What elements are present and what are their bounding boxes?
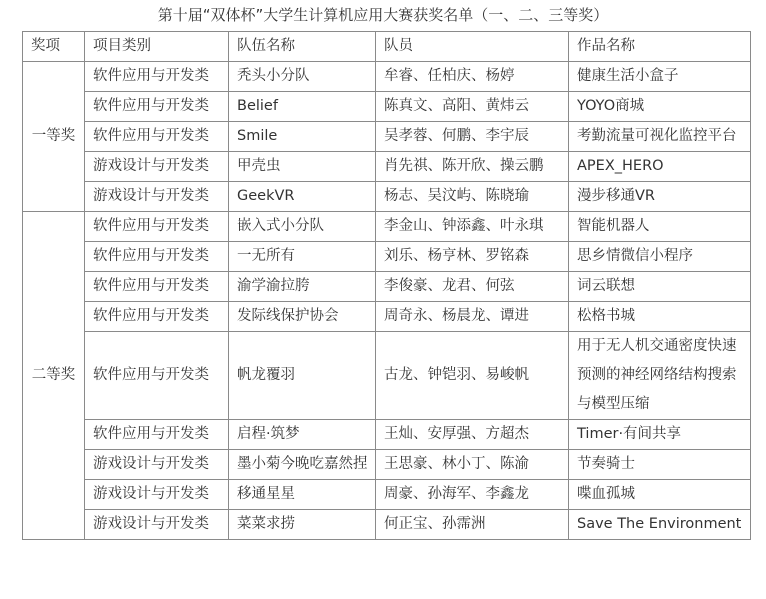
work-cell: 智能机器人	[569, 212, 751, 242]
category-cell: 游戏设计与开发类	[85, 152, 229, 182]
category-cell: 软件应用与开发类	[85, 332, 229, 420]
members-cell: 何正宝、孙霈洲	[376, 510, 569, 540]
work-cell: 词云联想	[569, 272, 751, 302]
members-cell: 周奇永、杨晨龙、谭进	[376, 302, 569, 332]
members-cell: 肖先祺、陈开欣、操云鹏	[376, 152, 569, 182]
category-cell: 游戏设计与开发类	[85, 480, 229, 510]
category-cell: 软件应用与开发类	[85, 212, 229, 242]
team-cell: 启程·筑梦	[229, 420, 376, 450]
work-cell: 喋血孤城	[569, 480, 751, 510]
header-work: 作品名称	[569, 32, 751, 62]
page-title: 第十届“双体杯”大学生计算机应用大赛获奖名单（一、二、三等奖）	[157, 6, 609, 24]
work-cell: YOYO商城	[569, 92, 751, 122]
members-cell: 周豪、孙海军、李鑫龙	[376, 480, 569, 510]
award-cell: 一等奖	[23, 62, 85, 212]
table-row	[23, 272, 751, 302]
members-cell: 李金山、钟添鑫、叶永琪	[376, 212, 569, 242]
category-cell: 游戏设计与开发类	[85, 182, 229, 212]
team-cell: 帆龙覆羽	[229, 332, 376, 420]
table-row	[23, 420, 751, 450]
team-cell: 发际线保护协会	[229, 302, 376, 332]
table-row	[23, 122, 751, 152]
team-cell: 移通星星	[229, 480, 376, 510]
category-cell: 软件应用与开发类	[85, 272, 229, 302]
award-table	[22, 31, 751, 540]
category-cell: 软件应用与开发类	[85, 242, 229, 272]
table-row	[23, 242, 751, 272]
team-cell: 一无所有	[229, 242, 376, 272]
work-cell: APEX_HERO	[569, 152, 751, 182]
award-cell: 二等奖	[23, 212, 85, 540]
category-cell: 软件应用与开发类	[85, 92, 229, 122]
members-cell: 古龙、钟铠羽、易峻帆	[376, 332, 569, 420]
team-cell: 嵌入式小分队	[229, 212, 376, 242]
category-cell: 软件应用与开发类	[85, 62, 229, 92]
team-cell: 菜菜求捞	[229, 510, 376, 540]
table-row	[23, 182, 751, 212]
table-row	[23, 302, 751, 332]
team-cell: Smile	[229, 122, 376, 152]
team-cell: Belief	[229, 92, 376, 122]
team-cell: 墨小菊今晚吃嘉然捏	[229, 450, 376, 480]
members-cell: 牟睿、任柏庆、杨婷	[376, 62, 569, 92]
members-cell: 王思豪、林小丁、陈渝	[376, 450, 569, 480]
table-row	[23, 212, 751, 242]
category-cell: 软件应用与开发类	[85, 302, 229, 332]
work-cell: 漫步移通VR	[569, 182, 751, 212]
header-team: 队伍名称	[229, 32, 376, 62]
category-cell: 游戏设计与开发类	[85, 450, 229, 480]
work-cell: 考勤流量可视化监控平台	[569, 122, 751, 152]
members-cell: 陈真文、高阳、黄炜云	[376, 92, 569, 122]
table-row	[23, 480, 751, 510]
team-cell: 秃头小分队	[229, 62, 376, 92]
work-cell: 用于无人机交通密度快速预测的神经网络结构搜索与模型压缩	[569, 332, 751, 420]
work-cell: 思乡情微信小程序	[569, 242, 751, 272]
members-cell: 王灿、安厚强、方超杰	[376, 420, 569, 450]
category-cell: 软件应用与开发类	[85, 420, 229, 450]
table-row	[23, 510, 751, 540]
team-cell: 甲壳虫	[229, 152, 376, 182]
category-cell: 游戏设计与开发类	[85, 510, 229, 540]
header-category: 项目类别	[85, 32, 229, 62]
members-cell: 李俊豪、龙君、何弦	[376, 272, 569, 302]
work-cell: Timer·有间共享	[569, 420, 751, 450]
header-award: 奖项	[23, 32, 85, 62]
category-cell: 软件应用与开发类	[85, 122, 229, 152]
members-cell: 刘乐、杨亨林、罗铭森	[376, 242, 569, 272]
table-row	[23, 92, 751, 122]
work-cell: Save The Environment	[569, 510, 751, 540]
work-cell: 健康生活小盒子	[569, 62, 751, 92]
team-cell: 渝学渝拉胯	[229, 272, 376, 302]
members-cell: 杨志、吴汶屿、陈晓瑜	[376, 182, 569, 212]
table-row	[23, 450, 751, 480]
work-cell: 松格书城	[569, 302, 751, 332]
team-cell: GeekVR	[229, 182, 376, 212]
table-row	[23, 62, 751, 92]
work-cell: 节奏骑士	[569, 450, 751, 480]
table-row	[23, 332, 751, 420]
table-row	[23, 152, 751, 182]
members-cell: 吴孝蓉、何鹏、李宇辰	[376, 122, 569, 152]
table-header-row	[23, 32, 751, 62]
header-members: 队员	[376, 32, 569, 62]
